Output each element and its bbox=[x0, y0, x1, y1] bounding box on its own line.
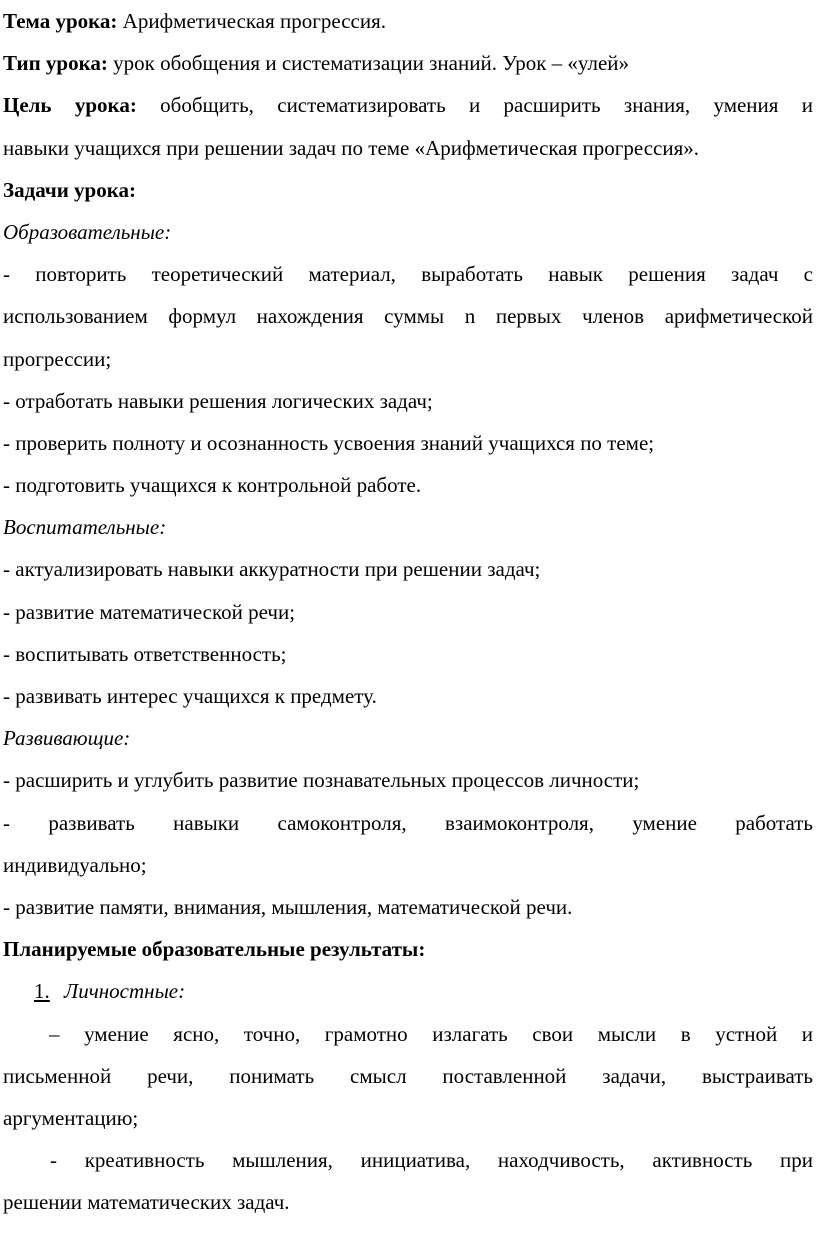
results-heading: Планируемые образовательные результаты: bbox=[3, 937, 426, 962]
document-page bbox=[3, 0, 813, 1223]
goal-label: Цель урока: bbox=[3, 93, 137, 118]
educational-line: прогрессии; bbox=[3, 346, 112, 371]
educational-heading: Образовательные: bbox=[3, 219, 172, 244]
developing-line: индивидуально; bbox=[3, 852, 147, 877]
personal-heading: Личностные: bbox=[64, 979, 186, 1004]
educational-line: - повторить теоретический материал, выработать навык решения задач с bbox=[3, 262, 813, 287]
topic-label: Тема урока: bbox=[3, 9, 118, 33]
developing-heading: Развивающие: bbox=[3, 726, 131, 751]
lesson-type-label: Тип урока: bbox=[3, 51, 108, 76]
upbringing-line: - развивать интерес учащихся к предмету. bbox=[3, 684, 377, 708]
personal-line: – умение ясно, точно, грамотно излагать свои мысли в устной и bbox=[49, 1021, 813, 1046]
upbringing-line: - развитие математической речи; bbox=[3, 599, 296, 624]
tasks-heading: Задачи урока: bbox=[3, 177, 137, 202]
lesson-type-line bbox=[3, 42, 813, 84]
personal-results-heading bbox=[3, 970, 813, 1012]
educational-line: использованием формул нахождения суммы n первых членов арифметической bbox=[3, 304, 813, 329]
educational-line: - отработать навыки решения логических задач; bbox=[3, 388, 433, 413]
upbringing-line: - воспитывать ответственность; bbox=[3, 641, 287, 666]
personal-line: решении математических задач. bbox=[3, 1190, 290, 1215]
goal-value-line-1: обобщить, систематизировать и расширить знания, умения и bbox=[136, 93, 814, 118]
developing-line: - расширить и углубить развитие познавательных процессов личности; bbox=[3, 768, 640, 793]
lesson-type-value: урок обобщения и систематизации знаний. Урок – «улей» bbox=[107, 51, 630, 76]
goal-line-2: навыки учащихся при решении задач по теме «Арифметическая прогрессия». bbox=[3, 135, 699, 160]
upbringing-line: - актуализировать навыки аккуратности при решении задач; bbox=[3, 557, 541, 582]
topic-line bbox=[3, 0, 813, 42]
developing-line: - развитие памяти, внимания, мышления, математической речи. bbox=[3, 894, 573, 919]
educational-line: - проверить полноту и осознанность усвоения знаний учащихся по теме; bbox=[3, 430, 655, 455]
educational-line: - подготовить учащихся к контрольной работе. bbox=[3, 473, 422, 498]
personal-line: - креативность мышления, инициатива, находчивость, активность при bbox=[50, 1148, 813, 1173]
goal-line-1 bbox=[3, 84, 813, 126]
list-number: 1. bbox=[34, 979, 50, 1004]
upbringing-heading: Воспитательные: bbox=[3, 515, 167, 540]
developing-line: - развивать навыки самоконтроля, взаимоконтроля, умение работать bbox=[3, 810, 813, 835]
topic-value: Арифметическая прогрессия. bbox=[117, 9, 387, 33]
personal-line: аргументацию; bbox=[3, 1105, 139, 1130]
personal-line: письменной речи, понимать смысл поставленной задачи, выстраивать bbox=[3, 1063, 813, 1088]
